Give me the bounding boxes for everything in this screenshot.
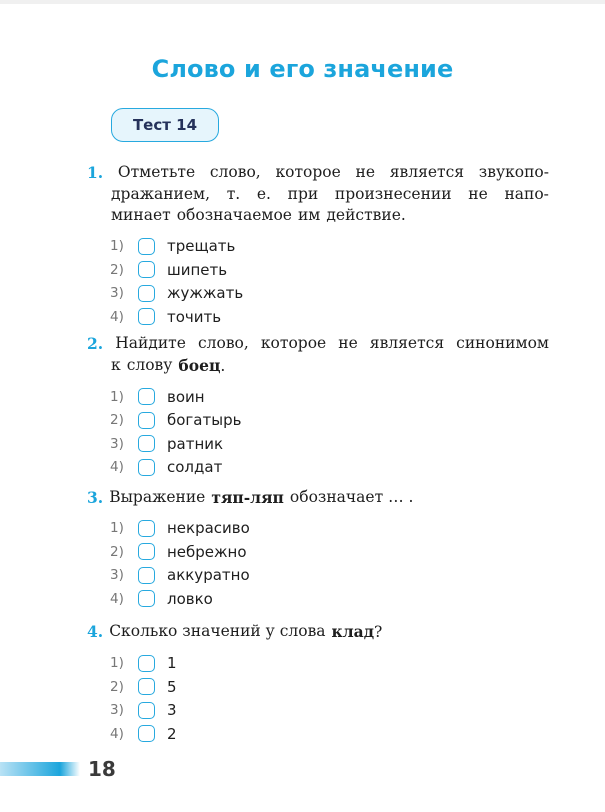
option-number: 4) xyxy=(110,590,124,607)
word: е. xyxy=(256,184,271,203)
answer-options xyxy=(110,517,549,611)
word: к xyxy=(111,355,121,374)
word: слово, xyxy=(197,334,249,352)
word: Найдите xyxy=(115,334,186,352)
answer-option[interactable] xyxy=(110,722,549,746)
option-number: 3) xyxy=(110,702,124,719)
question-number: 3. xyxy=(87,488,104,507)
answer-option[interactable] xyxy=(110,432,549,456)
option-label: аккуратно xyxy=(167,566,250,585)
option-number: 1) xyxy=(110,655,124,672)
answer-option[interactable] xyxy=(110,235,549,259)
answer-checkbox[interactable] xyxy=(138,435,155,452)
answer-option[interactable] xyxy=(110,305,549,329)
answer-option[interactable] xyxy=(110,456,549,480)
question-number: 4. xyxy=(87,622,104,641)
answer-option[interactable] xyxy=(110,564,549,588)
option-number: 2) xyxy=(110,261,124,278)
keyword-text: тяп-ляп xyxy=(211,488,284,507)
question-number: 1. xyxy=(87,163,104,182)
answer-checkbox[interactable] xyxy=(138,725,155,742)
answer-option[interactable] xyxy=(110,675,549,699)
option-label: ратник xyxy=(167,434,224,453)
answer-option[interactable] xyxy=(110,587,549,611)
answer-option[interactable] xyxy=(110,409,549,433)
keyword-text: клад xyxy=(331,622,375,641)
option-label: богатырь xyxy=(167,411,242,430)
word: не xyxy=(355,163,376,181)
option-number: 4) xyxy=(110,459,124,476)
option-label: 3 xyxy=(167,701,177,720)
answer-options xyxy=(110,385,549,479)
page-title: Слово и его значение xyxy=(151,55,454,83)
option-label: солдат xyxy=(167,458,223,477)
option-number: 4) xyxy=(110,725,124,742)
question-3 xyxy=(87,487,549,611)
option-number: 4) xyxy=(110,308,124,325)
text-after: обозначает … . xyxy=(289,488,414,506)
answer-option[interactable] xyxy=(110,258,549,282)
answer-option[interactable] xyxy=(110,699,549,723)
answer-option[interactable] xyxy=(110,540,549,564)
word: напо- xyxy=(504,184,549,203)
question-4-line-1 xyxy=(87,621,549,644)
test-badge: Тест 14 xyxy=(111,108,219,142)
option-number: 2) xyxy=(110,412,124,429)
keyword-text: боец xyxy=(178,355,221,375)
answer-checkbox[interactable] xyxy=(138,655,155,672)
punctuation: ? xyxy=(374,623,383,641)
answer-checkbox[interactable] xyxy=(138,308,155,325)
text-before: Сколько значений у слова xyxy=(109,622,326,640)
option-label: шипеть xyxy=(167,260,228,279)
option-label: 1 xyxy=(167,654,177,673)
option-number: 3) xyxy=(110,285,124,302)
question-4 xyxy=(87,621,549,746)
answer-options xyxy=(110,235,549,329)
word: звукопо- xyxy=(478,163,549,181)
answer-checkbox[interactable] xyxy=(138,388,155,405)
word: синонимом xyxy=(456,334,549,352)
word: им xyxy=(297,206,321,224)
question-1-line-3 xyxy=(87,205,549,227)
answer-option[interactable] xyxy=(110,385,549,409)
word: не xyxy=(338,334,358,352)
word: слово, xyxy=(209,163,261,181)
word: является xyxy=(369,334,445,352)
option-number: 2) xyxy=(110,678,124,695)
option-label: трещать xyxy=(167,237,236,256)
keyword xyxy=(178,355,225,378)
answer-option[interactable] xyxy=(110,652,549,676)
answer-option[interactable] xyxy=(110,517,549,541)
page-number: 18 xyxy=(88,757,116,781)
option-number: 3) xyxy=(110,567,124,584)
option-number: 2) xyxy=(110,543,124,560)
word: минает xyxy=(111,206,171,224)
top-rule xyxy=(0,0,605,4)
answer-checkbox[interactable] xyxy=(138,459,155,476)
option-number: 1) xyxy=(110,388,124,405)
word: дражанием, xyxy=(111,184,211,203)
answer-checkbox[interactable] xyxy=(138,702,155,719)
question-1-line-1 xyxy=(87,162,549,184)
word: действие. xyxy=(326,206,406,224)
word: является xyxy=(389,163,465,181)
footer-accent-bar xyxy=(0,762,80,776)
answer-checkbox[interactable] xyxy=(138,567,155,584)
answer-option[interactable] xyxy=(110,282,549,306)
answer-checkbox[interactable] xyxy=(138,238,155,255)
word: обозначаемое xyxy=(176,206,292,224)
option-label: ловко xyxy=(167,589,213,608)
question-2 xyxy=(87,333,549,479)
question-1-line-2 xyxy=(87,184,549,206)
word: которое xyxy=(260,334,327,352)
text-before: Выражение xyxy=(109,488,206,506)
answer-checkbox[interactable] xyxy=(138,261,155,278)
word: Отметьте xyxy=(117,163,196,181)
punctuation: . xyxy=(220,356,226,375)
word: произнесении xyxy=(334,184,452,203)
question-2-line-1 xyxy=(87,333,549,355)
option-label: воин xyxy=(167,387,205,406)
option-label: жужжать xyxy=(167,284,244,303)
option-label: некрасиво xyxy=(167,519,250,538)
option-number: 3) xyxy=(110,435,124,452)
question-number: 2. xyxy=(87,334,104,353)
question-2-line-2 xyxy=(87,355,549,378)
word: при xyxy=(287,184,319,203)
answer-checkbox[interactable] xyxy=(138,520,155,537)
word: слову xyxy=(126,355,173,374)
option-number: 1) xyxy=(110,520,124,537)
word: которое xyxy=(275,163,341,181)
option-label: точить xyxy=(167,307,222,326)
keyword xyxy=(332,621,383,644)
answer-checkbox[interactable] xyxy=(138,412,155,429)
answer-checkbox[interactable] xyxy=(138,678,155,695)
answer-checkbox[interactable] xyxy=(138,590,155,607)
option-number: 1) xyxy=(110,238,124,255)
option-label: 5 xyxy=(167,677,177,696)
word: т. xyxy=(226,184,241,203)
answer-options xyxy=(110,652,549,746)
word: не xyxy=(468,184,488,203)
answer-checkbox[interactable] xyxy=(138,543,155,560)
option-label: 2 xyxy=(167,724,177,743)
question-1 xyxy=(87,162,549,329)
option-label: небрежно xyxy=(167,542,247,561)
answer-checkbox[interactable] xyxy=(138,285,155,302)
question-3-line-1 xyxy=(87,487,549,509)
